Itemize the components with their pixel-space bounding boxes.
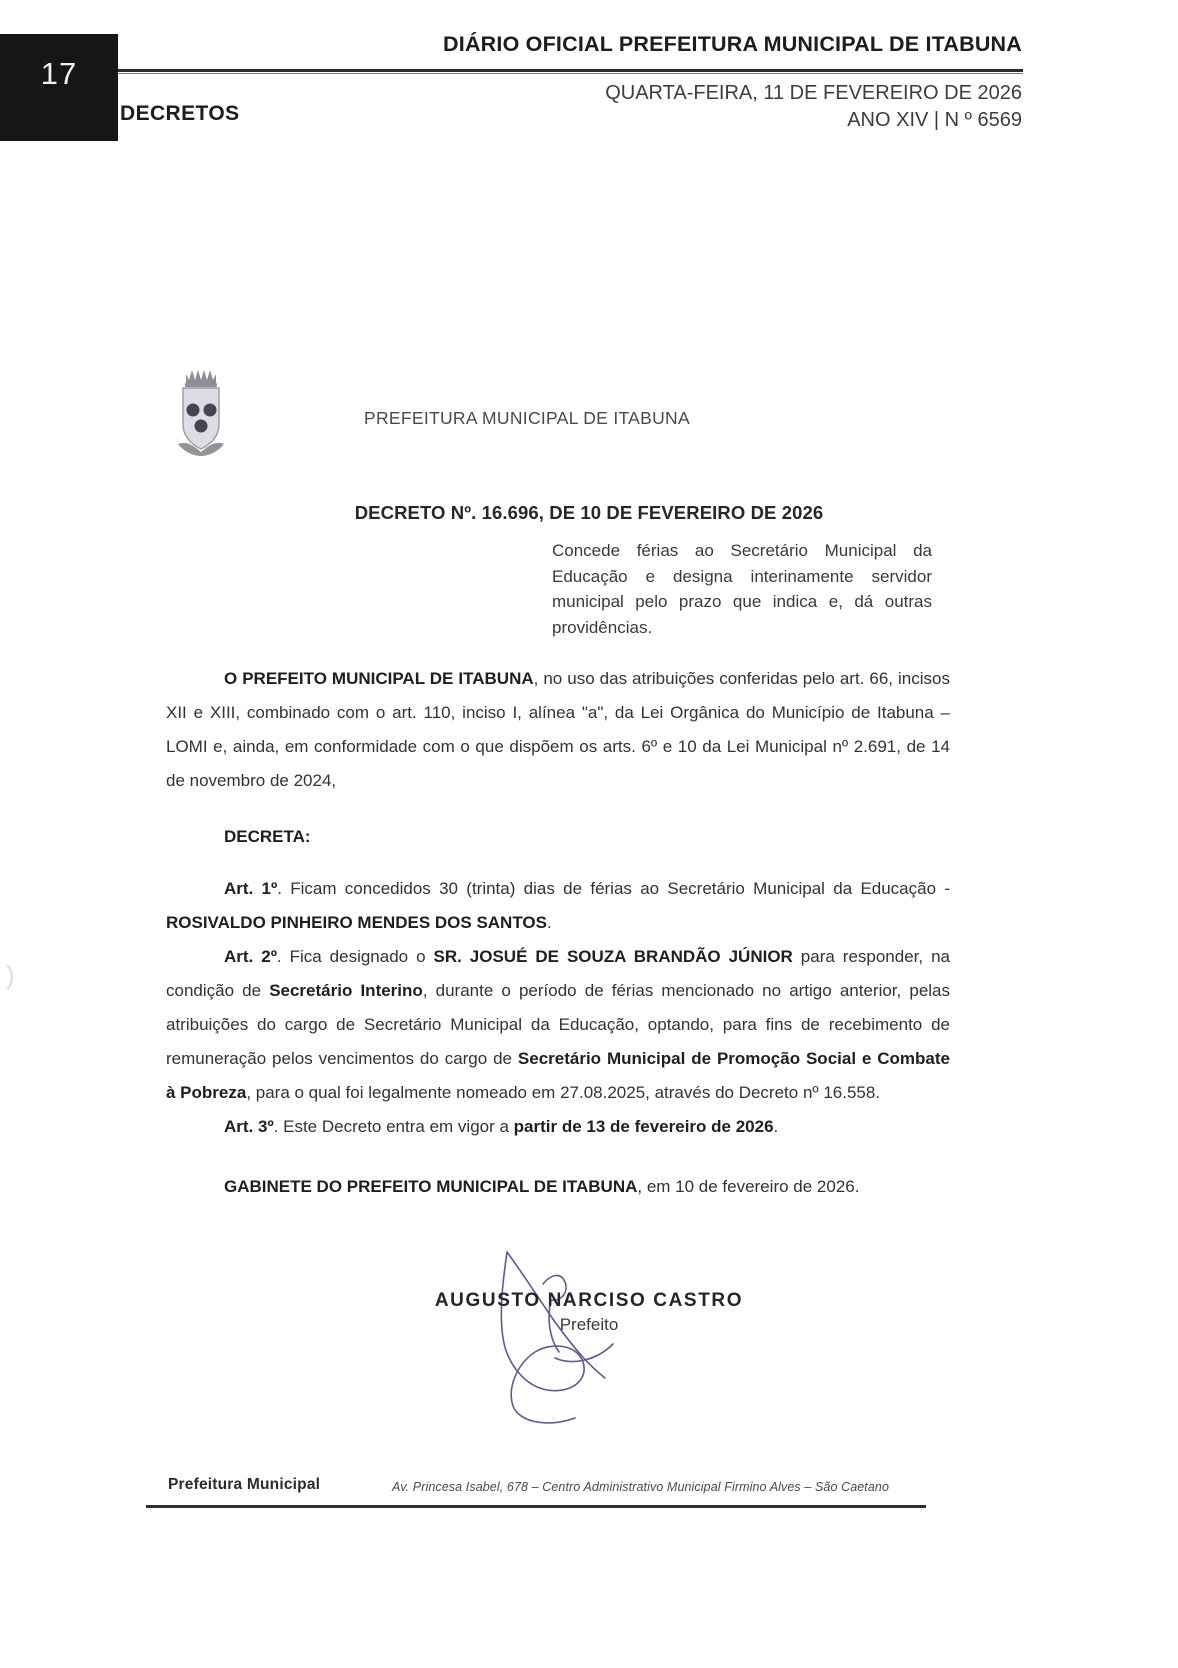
article-1-text-1: . Ficam concedidos 30 (trinta) dias de férias ao Secretário Municipal da Educação -: [277, 879, 950, 898]
closing-office: GABINETE DO PREFEITO MUNICIPAL DE ITABUNA: [224, 1177, 638, 1196]
issue-edition: ANO XIV | N º 6569: [847, 109, 1022, 131]
scanned-decree-document: [0, 150, 1178, 1570]
article-1-text-2: .: [546, 913, 552, 932]
preamble-subject: O PREFEITO MUNICIPAL DE ITABUNA: [224, 669, 534, 688]
closing-text: , em 10 de fevereiro de 2026.: [637, 1177, 860, 1196]
article-1-label: Art. 1º: [224, 879, 278, 898]
closing-paragraph: [166, 1170, 950, 1204]
page-number: 17: [40, 56, 78, 91]
article-2-text-3: , durante o período de férias mencionado no artigo anterior, pelas atribuições do cargo de Secretário Municipal da Educação, optando, para fins de recebimento de remuneração pelos vencimentos do cargo de: [166, 981, 951, 1068]
masthead-divider: [118, 69, 1023, 72]
masthead-divider-thin: [118, 73, 1023, 74]
footer-address: Av. Princesa Isabel, 678 – Centro Administrativo Municipal Firmino Alves – São Caetano: [392, 1480, 890, 1494]
publication-title: DIÁRIO OFICIAL PREFEITURA MUNICIPAL DE ITABUNA: [443, 32, 1022, 56]
decree-summary: Concede férias ao Secretário Municipal da Educação e designa interinamente servidor municipal pelo prazo que indica e, dá outras providências.: [552, 541, 932, 637]
article-1: [166, 872, 950, 940]
article-2-secretariat: Secretário Municipal de Promoção Social e Combate à Pobreza: [166, 1049, 950, 1102]
article-2-person: SR. JOSUÉ DE SOUZA BRANDÃO JÚNIOR: [433, 947, 793, 966]
article-3-text-2: .: [773, 1117, 779, 1136]
scan-artifact: ): [6, 960, 15, 990]
article-2-text-1: . Fica designado o: [276, 947, 434, 966]
handwritten-signature-icon: [455, 1240, 665, 1430]
organization-name: PREFEITURA MUNICIPAL DE ITABUNA: [364, 408, 690, 428]
article-1-person: ROSIVALDO PINHEIRO MENDES DOS SANTOS: [166, 913, 547, 932]
preamble-paragraph: [166, 662, 950, 798]
article-3-label: Art. 3º: [224, 1117, 274, 1136]
decree-title: DECRETO Nº. 16.696, DE 10 DE FEVEREIRO DE 2026: [354, 502, 824, 523]
signatory-role: Prefeito: [559, 1315, 619, 1334]
footer-entity: Prefeitura Municipal: [168, 1476, 321, 1493]
article-2-label: Art. 2º: [224, 947, 277, 966]
article-2-text-2: para responder, na condição de: [166, 947, 950, 1000]
section-label: DECRETOS: [120, 102, 240, 125]
coat-of-arms-icon: [168, 362, 242, 458]
article-2-text-4: , para o qual foi legalmente nomeado em 27.08.2025, através do Decreto nº 16.558.: [246, 1083, 881, 1102]
article-3-effective-date: partir de 13 de fevereiro de 2026: [513, 1117, 774, 1136]
article-2: [166, 940, 950, 1110]
signatory-name: AUGUSTO NARCISO CASTRO: [434, 1290, 744, 1311]
article-2-role: Secretário Interino: [269, 981, 423, 1000]
decree-body: [166, 662, 950, 1204]
decreta-label: DECRETA:: [224, 827, 311, 846]
footer-divider: [146, 1505, 926, 1508]
issue-date: QUARTA-FEIRA, 11 DE FEVEREIRO DE 2026: [605, 82, 1022, 104]
page-number-badge: [0, 34, 118, 141]
article-3-text-1: . Este Decreto entra em vigor a: [273, 1117, 514, 1136]
signature-block: [0, 1290, 1178, 1335]
article-3: [166, 1110, 950, 1144]
preamble-text: , no uso das atribuições conferidas pelo art. 66, incisos XII e XIII, combinado com o art. 110, inciso I, alínea "a", da Lei Orgânica do Município de Itabuna – LOMI e, ainda, em conformidade com o que dispõem os arts. 6º e 10 da Lei Municipal nº 2.691, de 14 de novembro de 2024,: [166, 669, 950, 790]
